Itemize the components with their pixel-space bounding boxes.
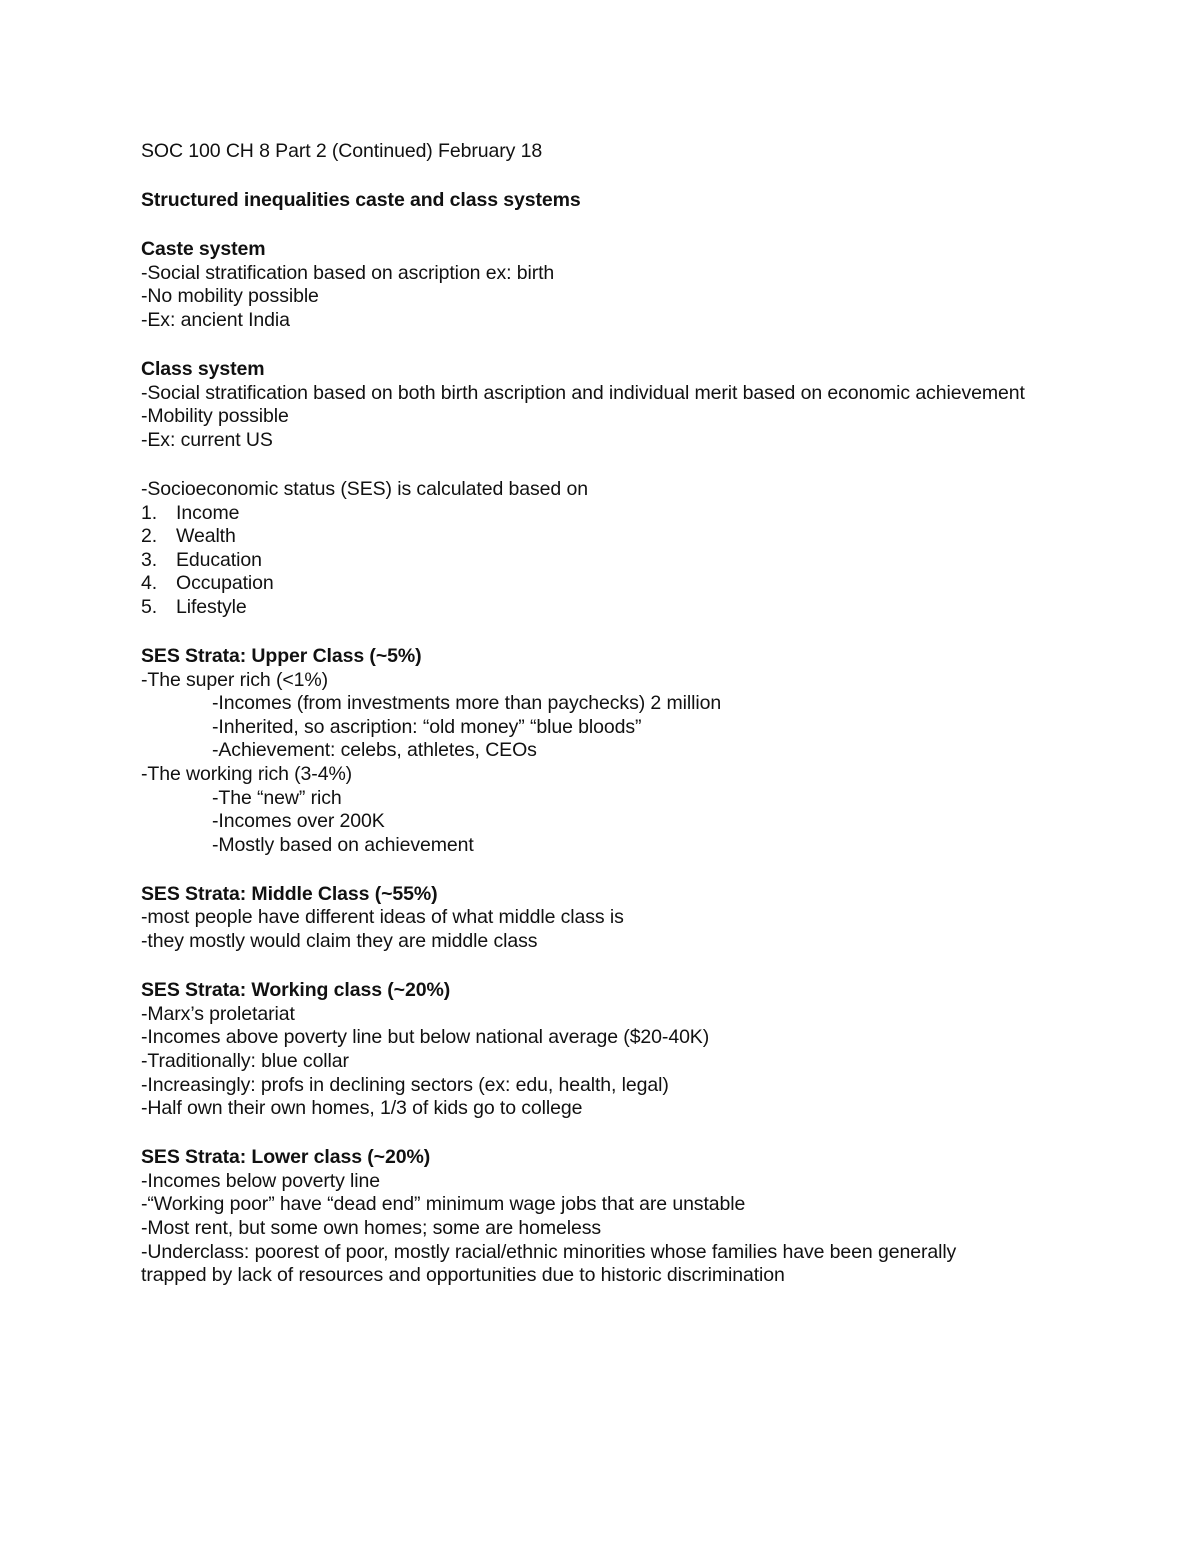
class-heading: Class system	[141, 358, 265, 381]
working-class-line: -Marx’s proletariat	[141, 1002, 295, 1025]
caste-heading: Caste system	[141, 238, 266, 261]
caste-line: -No mobility possible	[141, 285, 319, 308]
spacer	[141, 333, 1061, 359]
spacer	[141, 857, 1061, 883]
spacer	[141, 954, 1061, 980]
working-class-line: -Traditionally: blue collar	[141, 1049, 349, 1072]
ses-list-item	[141, 502, 1061, 526]
middle-class-line: -most people have different ideas of what middle class is	[141, 906, 624, 929]
lower-class-line: -Most rent, but some own homes; some are homeless	[141, 1216, 602, 1239]
middle-class-line: -they mostly would claim they are middle class	[141, 930, 538, 953]
super-rich-item: -Inherited, so ascription: “old money” “blue bloods”	[212, 715, 642, 738]
class-line: -Mobility possible	[141, 405, 289, 428]
lower-class-heading: SES Strata: Lower class (~20%)	[141, 1146, 431, 1169]
ses-list-item	[141, 572, 1061, 596]
spacer	[141, 213, 1061, 239]
working-class-line: -Incomes above poverty line but below national average ($20-40K)	[141, 1026, 710, 1049]
working-rich-item: -Incomes over 200K	[212, 810, 385, 833]
working-rich-line: -The working rich (3-4%)	[141, 762, 353, 785]
lower-class-line: -“Working poor” have “dead end” minimum wage jobs that are unstable	[141, 1193, 746, 1216]
super-rich-item: -Incomes (from investments more than paychecks) 2 million	[212, 692, 722, 715]
list-text: Education	[176, 548, 262, 571]
super-rich-item: -Achievement: celebs, athletes, CEOs	[212, 739, 537, 762]
list-number: 3.	[141, 548, 158, 571]
lower-class-line: -Underclass: poorest of poor, mostly racial/ethnic minorities whose families have been generally trapped by lack of resources and opportunities due to historic discrimination	[141, 1240, 957, 1287]
list-text: Lifestyle	[176, 595, 247, 618]
document-title: SOC 100 CH 8 Part 2 (Continued) February 18	[141, 140, 543, 162]
ses-list-item	[141, 596, 1061, 620]
caste-line: -Ex: ancient India	[141, 308, 290, 331]
spacer	[141, 1121, 1061, 1147]
list-number: 5.	[141, 595, 158, 618]
list-text: Wealth	[176, 525, 236, 548]
main-heading: Structured inequalities caste and class systems	[141, 189, 581, 212]
list-number: 2.	[141, 525, 158, 548]
spacer	[141, 164, 1061, 190]
super-rich-line: -The super rich (<1%)	[141, 668, 329, 691]
ses-intro: -Socioeconomic status (SES) is calculated based on	[141, 477, 588, 500]
working-rich-item: -The “new” rich	[212, 786, 342, 809]
lower-class-line: -Incomes below poverty line	[141, 1169, 380, 1192]
list-text: Occupation	[176, 572, 274, 595]
document-page	[141, 140, 1061, 1288]
working-class-line: -Half own their own homes, 1/3 of kids go to college	[141, 1097, 583, 1120]
list-text: Income	[176, 501, 240, 524]
ses-list-item	[141, 525, 1061, 549]
working-class-line: -Increasingly: profs in declining sectors (ex: edu, health, legal)	[141, 1073, 669, 1096]
middle-class-heading: SES Strata: Middle Class (~55%)	[141, 882, 438, 905]
spacer	[141, 620, 1061, 646]
list-number: 1.	[141, 501, 158, 524]
class-line: -Ex: current US	[141, 428, 273, 451]
class-line: -Social stratification based on both birth ascription and individual merit based on economic achievement	[141, 381, 1025, 404]
caste-line: -Social stratification based on ascription ex: birth	[141, 261, 555, 284]
list-number: 4.	[141, 572, 158, 595]
spacer	[141, 452, 1061, 478]
ses-list-item	[141, 549, 1061, 573]
working-class-heading: SES Strata: Working class (~20%)	[141, 979, 451, 1002]
upper-class-heading: SES Strata: Upper Class (~5%)	[141, 645, 422, 667]
working-rich-item: -Mostly based on achievement	[212, 833, 474, 856]
